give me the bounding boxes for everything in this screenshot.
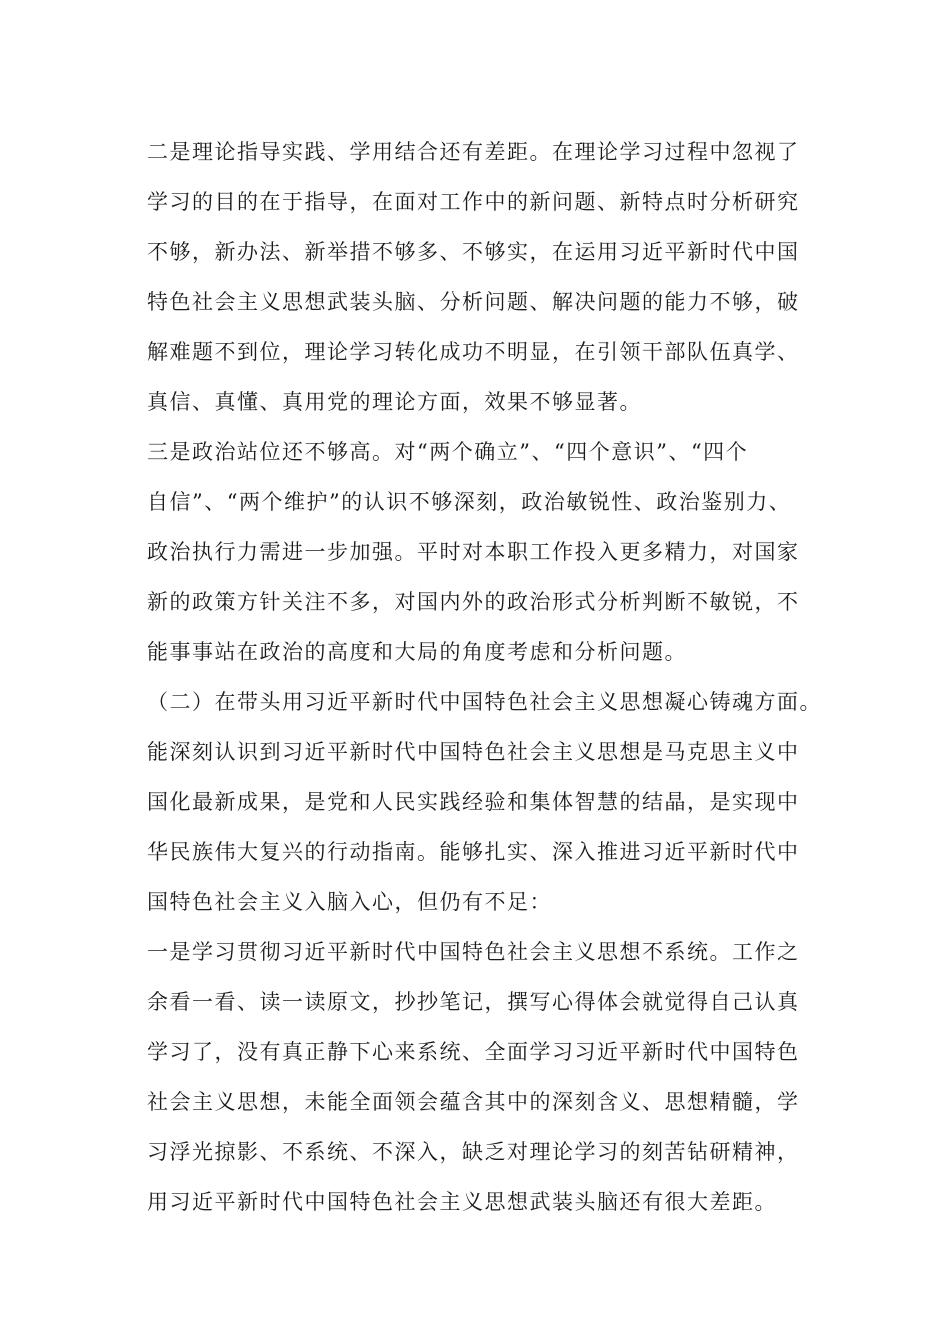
text-line: 一是学习贯彻习近平新时代中国特色社会主义思想不系统。工作之: [147, 940, 800, 964]
document-body: [147, 133, 847, 1233]
text-line: 习浮光掠影、不系统、不深入，缺乏对理论学习的刻苦钻研精神，: [147, 1140, 800, 1164]
text-line: 学习了，没有真正静下心来系统、全面学习习近平新时代中国特色: [147, 1040, 800, 1064]
text-line: 华民族伟大复兴的行动指南。能够扎实、深入推进习近平新时代中: [147, 840, 800, 864]
text-line: 用习近平新时代中国特色社会主义思想武装头脑还有很大差距。: [147, 1190, 777, 1214]
text-line: 国特色社会主义入脑入心，但仍有不足：: [147, 890, 552, 914]
text-line: 真信、真懂、真用党的理论方面，效果不够显著。: [147, 390, 642, 414]
text-line: 政治执行力需进一步加强。平时对本职工作投入更多精力，对国家: [147, 540, 800, 564]
text-line: 二是理论指导实践、学用结合还有差距。在理论学习过程中忽视了: [147, 140, 800, 164]
text-line: 能深刻认识到习近平新时代中国特色社会主义思想是马克思主义中: [147, 740, 800, 764]
text-line: 特色社会主义思想武装头脑、分析问题、解决问题的能力不够，破: [147, 290, 800, 314]
text-line: 学习的目的在于指导，在面对工作中的新问题、新特点时分析研究: [147, 190, 800, 214]
section-heading: （二）在带头用习近平新时代中国特色社会主义思想凝心铸魂方面。: [147, 690, 822, 714]
text-line: 余看一看、读一读原文，抄抄笔记，撰写心得体会就觉得自己认真: [147, 990, 800, 1014]
text-line: 三是政治站位还不够高。对“两个确立”、“四个意识”、“四个: [147, 440, 749, 464]
text-line: 国化最新成果，是党和人民实践经验和集体智慧的结晶，是实现中: [147, 790, 800, 814]
text-line: 不够，新办法、新举措不够多、不够实，在运用习近平新时代中国: [147, 240, 800, 264]
text-line: 新的政策方针关注不多，对国内外的政治形式分析判断不敏锐，不: [147, 590, 800, 614]
text-line: 自信”、“两个维护”的认识不够深刻，政治敏锐性、政治鉴别力、: [147, 490, 792, 514]
text-line: 解难题不到位，理论学习转化成功不明显，在引领干部队伍真学、: [147, 340, 800, 364]
text-line: 社会主义思想，未能全面领会蕴含其中的深刻含义、思想精髓，学: [147, 1090, 800, 1114]
text-line: 能事事站在政治的高度和大局的角度考虑和分析问题。: [147, 640, 687, 664]
